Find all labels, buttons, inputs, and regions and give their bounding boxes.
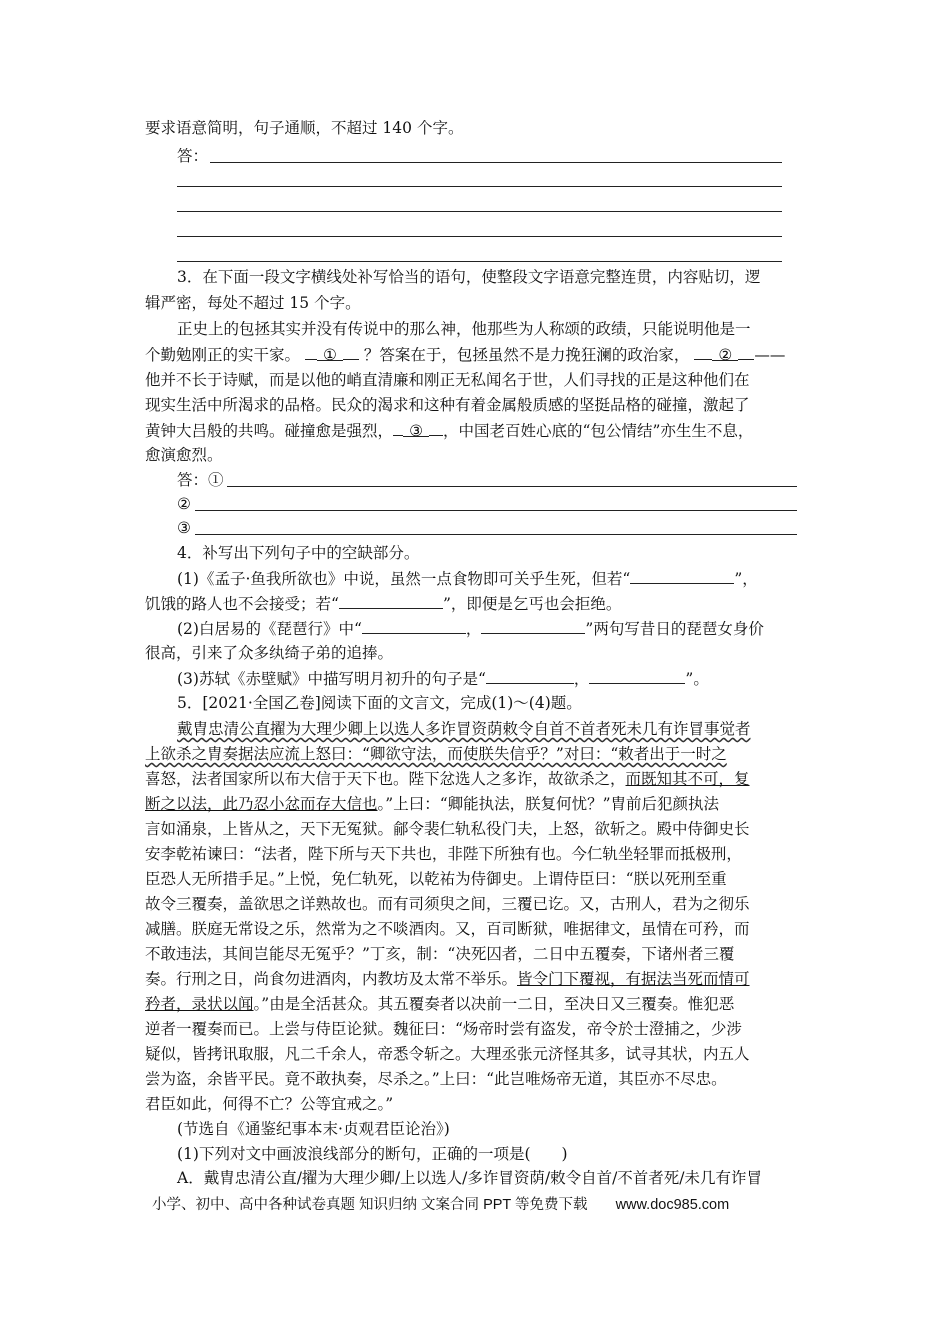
q4-blank[interactable]	[339, 592, 443, 609]
q2-answer-label: 答：	[177, 147, 209, 165]
answer-line[interactable]	[177, 261, 782, 262]
q5-passage-line: 戴胄忠清公直擢为大理少卿上以选人多诈冒资荫敕令自首不首者死未几有诈冒事觉者	[177, 720, 751, 738]
q5-underlined-text: 矜者，录状以闻	[145, 995, 254, 1013]
q3-passage-line	[145, 419, 753, 442]
blank-2-lead	[694, 343, 712, 360]
q4-item-text: ”。	[685, 670, 709, 688]
q5-text: 奏。行刑之日，尚食勿进酒肉，内教坊及太常不举乐。	[145, 970, 518, 988]
answer-line[interactable]	[177, 186, 782, 187]
q4-item-2	[177, 617, 764, 640]
q4-blank[interactable]	[481, 617, 585, 634]
q5-passage-line: 不敢违法，其间岂能尽无冤乎？”丁亥，制：“决死囚者，二日中五覆奏，下诸州者三覆	[145, 945, 735, 963]
q5-passage-line	[145, 793, 719, 815]
answer-line[interactable]	[177, 211, 782, 212]
blank-3-lead	[393, 419, 403, 436]
q3-dash: ——	[754, 346, 786, 364]
answer-line-1[interactable]	[227, 486, 797, 487]
q5-passage-line: 臣恐人无所措手足。”上悦，免仁轨死，以乾祐为侍御史。上谓侍臣曰：“朕以死刑至重	[145, 870, 727, 888]
q4-blank[interactable]	[362, 617, 466, 634]
q3-passage-text: ？答案在于，包拯虽然不是力挽狂澜的政治家，	[363, 346, 690, 364]
blank-3-tail	[429, 419, 443, 436]
blank-1-tail	[343, 343, 359, 360]
q5-passage-line: 逆者一覆奏而已。上尝与侍臣论狱。魏征曰：“炀帝时尝有盗发，帝令於士澄捕之，少涉	[145, 1020, 742, 1038]
blank-1-lead	[305, 343, 317, 360]
q5-passage-line: 安李乾祐谏曰：“法者，陛下所与天下共也，非陛下所独有也。今仁轨坐轻罪而抵极刑，	[145, 845, 742, 863]
q5-underlined-text: 皆令门下覆视，有据法当死而情可	[517, 970, 750, 988]
q3-title-cont: 辑严密，每处不超过 15 个字。	[145, 294, 361, 312]
q3-passage-line: 正史上的包拯其实并没有传说中的那么神，他那些为人称颂的政绩，只能说明他是一	[177, 320, 751, 338]
q4-blank[interactable]	[589, 667, 685, 684]
q5-passage-line	[145, 743, 727, 765]
q4-item-text: ”两句写昔日的琵琶女身价	[585, 620, 764, 638]
q3-answer-mark-3: ③	[177, 519, 191, 537]
q3-passage-line	[145, 343, 785, 366]
q5-passage-line	[145, 993, 734, 1015]
q5-passage-line	[145, 968, 750, 990]
q4-blank[interactable]	[486, 667, 574, 684]
q5-text: 。”上曰：“卿能执法，朕复何忧？”胄前后犯颜执法	[377, 795, 720, 813]
q3-passage-line: 他并不长于诗赋，而是以他的峭直清廉和刚正无私闻名于世，人们寻找的正是这种他们在	[145, 371, 750, 389]
q4-title: 4．补写出下列句子中的空缺部分。	[177, 544, 420, 562]
q4-item-text: (1)《孟子·鱼我所欲也》中说，虽然一点食物即可关乎生死，但若“	[177, 570, 631, 588]
q3-answer-mark-2: ②	[177, 495, 191, 513]
q3-answer-label: 答：①	[177, 471, 224, 489]
blank-1-mark[interactable]: ①	[317, 344, 343, 361]
blank-2-mark[interactable]: ②	[712, 344, 738, 361]
footer-text: 小学、初中、高中各种试卷真题 知识归纳 文案合同 PPT 等免费下载	[152, 1197, 588, 1213]
q4-item-1	[177, 567, 758, 590]
q5-wavy-text: 上欲杀之胄奏据法应流上怒曰：“卿欲守法，而使朕失信乎？”对曰：“敕者出于一时之	[145, 745, 727, 763]
q4-item-3	[177, 667, 709, 690]
q5-subquestion-1: (1)下列对文中画波浪线部分的断句，正确的一项是( )	[177, 1145, 568, 1163]
q4-blank[interactable]	[630, 567, 734, 584]
q4-item-text: (2)白居易的《琵琶行》中“	[177, 620, 362, 638]
q4-item-text: 饥饿的路人也不会接受；若“	[145, 595, 339, 613]
q5-underlined-text: 断之以法，此乃忍小忿而存大信也	[145, 795, 378, 813]
q4-item-text: ”，即便是乞丐也会拒绝。	[442, 595, 622, 613]
footer-url[interactable]: www.doc985.com	[615, 1197, 730, 1213]
q3-passage-text: 黄钟大吕般的共鸣。碰撞愈是强烈，	[145, 422, 394, 440]
answer-line[interactable]	[177, 236, 782, 237]
q5-title: 5．[2021·全国乙卷]阅读下面的文言文，完成(1)～(4)题。	[177, 694, 582, 712]
q3-passage-text: ，中国老百姓心底的“包公情结”亦生生不息，	[443, 422, 754, 440]
q3-title: 3．在下面一段文字横线处补写恰当的语句，使整段文字语意完整连贯，内容贴切，逻	[177, 268, 761, 286]
q4-item-text: ，	[465, 620, 482, 638]
q5-option-a: A．戴胄忠清公直/擢为大理少卿/上以选人/多诈冒资荫/敕令自首/不首者死/未几有诈冒	[177, 1169, 763, 1187]
q5-source: (节选自《通鉴纪事本末·贞观君臣论治》)	[177, 1120, 450, 1138]
q5-passage-line: 疑似，皆拷讯取服，凡二千余人，帝悉令斩之。大理丞张元济怪其多，试寻其状，内五人	[145, 1045, 750, 1063]
answer-line-2[interactable]	[195, 510, 797, 511]
q3-passage-text: 个勤勉刚正的实干家。	[145, 346, 301, 364]
blank-3-mark[interactable]: ③	[403, 420, 429, 437]
q5-passage-line: 故令三覆奏，盖欲思之详熟故也。而有司须臾之间，三覆已讫。又，古刑人，君为之彻乐	[145, 895, 750, 913]
q5-passage-line: 尝为盗，余皆平民。竟不敢执奏，尽杀之。”上曰：“此岂唯炀帝无道，其臣亦不尽忠。	[145, 1070, 727, 1088]
q5-passage-line: 言如涌泉，上皆从之，天下无冤狱。鄃令裴仁轨私役门夫，上怒，欲斩之。殿中侍御史长	[145, 820, 750, 838]
q4-item-text: ，	[573, 670, 590, 688]
q4-item-2-cont: 很高，引来了众多纨绮子弟的追捧。	[145, 644, 394, 662]
q2-requirement: 要求语意简明，句子通顺，不超过 140 个字。	[145, 119, 464, 137]
q5-passage-line: 君臣如此，何得不亡？公等宜戒之。”	[145, 1095, 394, 1113]
q5-passage-line	[145, 768, 750, 790]
q4-item-text: (3)苏轼《赤壁赋》中描写明月初升的句子是“	[177, 670, 486, 688]
answer-line-3[interactable]	[195, 534, 797, 535]
page-footer	[152, 1193, 729, 1214]
blank-2-tail	[738, 343, 754, 360]
q5-passage-line: 减膳。朕庭无常设之乐，然常为之不啖酒肉。又，百司断狱，唯据律文，虽情在可矜，而	[145, 920, 750, 938]
q4-item-1-cont	[145, 592, 621, 615]
answer-line[interactable]	[210, 162, 782, 163]
q5-underlined-text: 而既知其不可，复	[625, 770, 750, 788]
q3-passage-line: 愈演愈烈。	[145, 446, 223, 464]
q5-text: 。”由是全活甚众。其五覆奏者以决前一二日，至决日又三覆奏。惟犯恶	[253, 995, 735, 1013]
q3-passage-line: 现实生活中所渴求的品格。民众的渴求和这种有着金属般质感的坚挺品格的碰撞，激起了	[145, 396, 750, 414]
q5-text: 喜怒，法者国家所以布大信于天下也。陛下忿选人之多诈，故欲杀之，	[145, 770, 626, 788]
q4-item-text: ”，	[734, 570, 758, 588]
